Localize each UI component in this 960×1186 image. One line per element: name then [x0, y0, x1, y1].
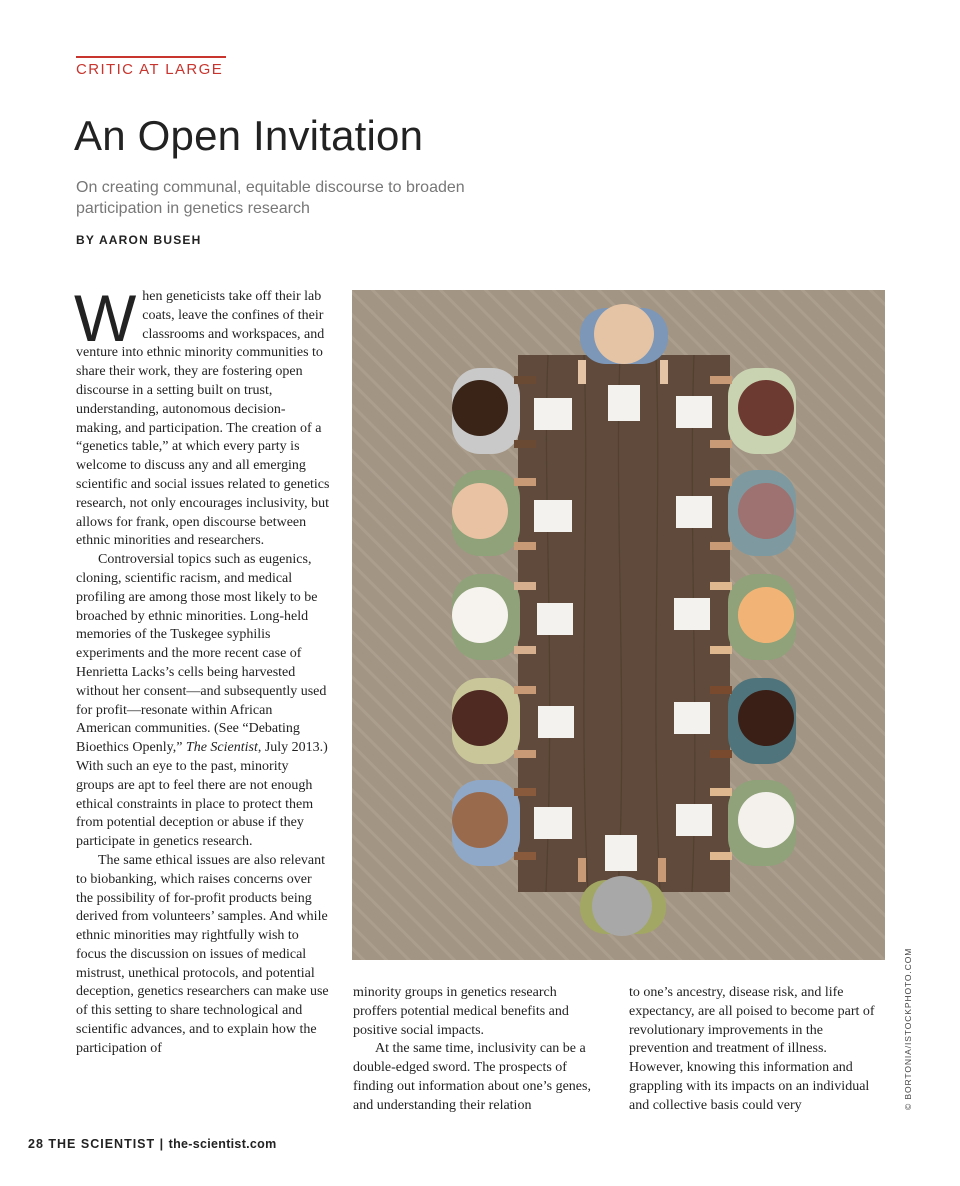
genetics-table-illustration [352, 290, 885, 960]
publication-reference: The Scientist [185, 740, 258, 756]
paragraph-3: The same ethical issues are also relevant to biobanking, which raises concerns over the possibility of for-profit products being derived from volunteers’ samples. And while ethnic minorities may rightfully wish to focus the discussion on issues of medical mistrust, unethical protocols, and potential deception, genetics researchers can make use of this setting to share technological and scientific advances, and to explain how the participation of [76, 852, 329, 1056]
paragraph-6: to one’s ancestry, disease risk, and life expectancy, are all poised to become part of revolutionary improvements in the prevention and treatment of illness. However, knowing this information and grappling with its impacts on an individual and collective basis could very [629, 985, 875, 1113]
drop-cap: W [74, 281, 137, 355]
paragraph-2-text-b: , July 2013.) With such an eye to the past, minority groups are apt to feel there are not enough ethical constraints in place to protect them from potential deception or abuse if they participate in genetics research. [76, 740, 328, 850]
body-column-2 [353, 984, 603, 1116]
photo-credit: © BORTONIA/ISTOCKPHOTO.COM [903, 947, 913, 1110]
paragraph-1-text: hen geneticists take off their lab coats, leave the confines of their classrooms and workspaces, and venture into ethnic minority communities to share their work, they are fostering open discourse in a setting built on trust, understanding, autonomous decision-making, and participation. The creation of a “genetics table,” at which every party is welcome to discuss any and all emerging scientific and social issues related to genetics research, not only encourages inclusivity, but allows for frank, open discourse between ethnic minorities and researchers. [76, 289, 330, 549]
section-label: CRITIC AT LARGE [76, 61, 224, 78]
website-link[interactable]: the-scientist.com [168, 1137, 277, 1151]
paragraph-2-text-a: Controversial topics such as eugenics, cloning, scientific racism, and medical profiling are among those most likely to be broached by ethnic minorities. Long-held memories of the Tuskegee syphilis experiments and the more recent case of Henrietta Lacks’s cells being harvested without her consent—and subsequently used for profit—resonate within African American communities. (See “Debating Bioethics Openly,” [76, 552, 327, 756]
article-subtitle: On creating communal, equitable discourse to broaden participation in genetics research [76, 179, 465, 217]
footer-separator: | [159, 1137, 165, 1151]
paragraph-1 [74, 281, 330, 551]
byline: BY AARON BUSEH [76, 233, 202, 247]
body-column-1 [74, 281, 330, 1059]
page-number: 28 [28, 1137, 44, 1151]
paragraph-2 [76, 551, 330, 852]
page-footer [28, 1137, 277, 1151]
section-rule [76, 56, 226, 58]
paragraph-5: At the same time, inclusivity can be a double-edged sword. The prospects of finding out information about one’s genes, and understanding their relation [353, 1041, 591, 1113]
body-column-3 [629, 984, 881, 1116]
paragraph-4: minority groups in genetics research proffers potential medical benefits and positive social impacts. [353, 985, 569, 1038]
article-title: An Open Invitation [74, 112, 424, 159]
publication-name: THE SCIENTIST [48, 1137, 156, 1151]
